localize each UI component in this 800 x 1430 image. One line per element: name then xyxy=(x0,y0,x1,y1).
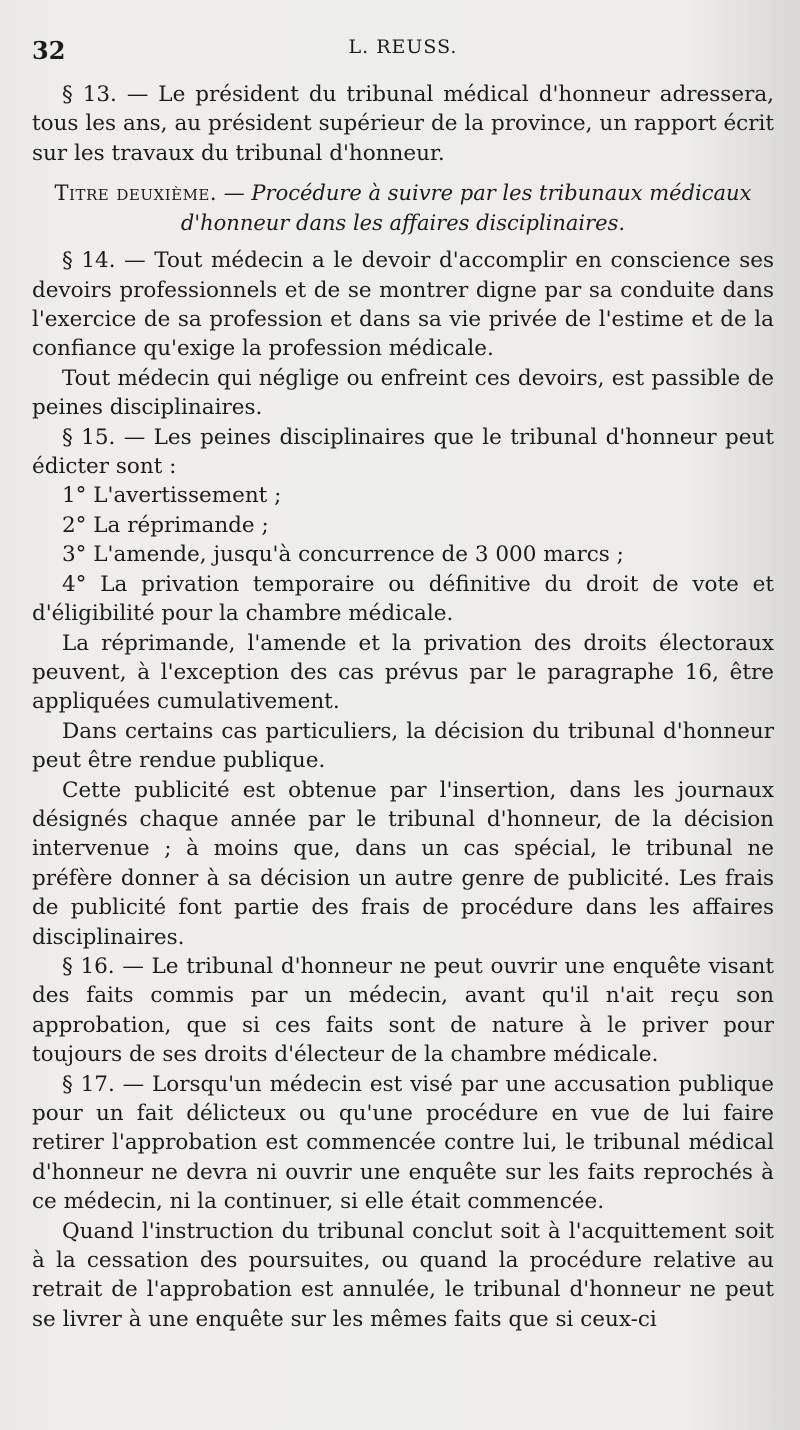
section-title-label: Titre deuxième. xyxy=(54,181,218,206)
paragraph-17: § 17. — Lorsqu'un médecin est visé par une accusation publique pour un fait délicteux ou qu'une procédure en vue de lui faire retirer l'approbation est commencée contre lui, le tribunal médical d'honneur ne devra ni ouvrir une enquête sur les faits reprochés à ce médecin, ni la continuer, si elle était commencée. xyxy=(32,1071,774,1215)
section-title-dash: — xyxy=(217,181,252,206)
running-head: L. REUSS. xyxy=(348,36,458,58)
paragraph-14: § 14. — Tout médecin a le devoir d'accomplir en conscience ses devoirs professionnels et de se montrer digne par sa conduite dans l'exercice de sa profession et dans sa vie privée de l'estime et de la confiance qu'exige la profession médicale. xyxy=(32,248,774,362)
paragraph-15: § 15. — Les peines disciplinaires que le tribunal d'honneur peut édicter sont : xyxy=(32,424,774,480)
paragraph-15-c: Dans certains cas particuliers, la décision du tribunal d'honneur peut être rendue publique. xyxy=(32,718,774,774)
list-item: 4° La privation temporaire ou définitive du droit de vote et d'éligibilité pour la chambre médicale. xyxy=(32,571,774,627)
paragraph-17-b: Quand l'instruction du tribunal conclut soit à l'acquittement soit à la cessation des poursuites, ou quand la procédure relative au retrait de l'approbation est annulée, le tribunal d'honneur ne peut se livrer à une enquête sur les mêmes faits que si ceux-ci xyxy=(32,1218,774,1332)
list-item: 2° La réprimande ; xyxy=(62,512,269,538)
paragraph-13: § 13. — Le président du tribunal médical d'honneur adressera, tous les ans, au président supérieur de la province, un rapport écrit sur les travaux du tribunal d'honneur. xyxy=(32,82,774,166)
section-title-text: Procédure à suivre par les tribunaux médicaux d'honneur dans les affaires disciplinaires. xyxy=(180,181,752,236)
paragraph-15-d: Cette publicité est obtenue par l'insertion, dans les journaux désignés chaque année par le tribunal d'honneur, de la décision intervenue ; à moins que, dans un cas spécial, le tribunal ne préfère donner à sa décision un autre genre de publicité. Les frais de publicité font partie des frais de procédure dans les affaires disciplinaires. xyxy=(32,777,774,950)
section-title xyxy=(32,178,774,238)
list-item: 1° L'avertissement ; xyxy=(62,483,282,509)
paragraph-16: § 16. — Le tribunal d'honneur ne peut ouvrir une enquête visant des faits commis par un médecin, avant qu'il n'ait reçu son approbation, que si ces faits sont de nature à le priver pour toujours de ses droits d'électeur de la chambre médicale. xyxy=(32,953,774,1068)
page-header: 32 L. REUSS. xyxy=(32,36,774,80)
page-body xyxy=(32,80,774,1334)
paragraph-14-b: Tout médecin qui néglige ou enfreint ces devoirs, est passible de peines disciplinaires. xyxy=(32,365,774,421)
list-item: 3° L'amende, jusqu'à concurrence de 3 000 marcs ; xyxy=(62,542,624,568)
paragraph-15-b: La réprimande, l'amende et la privation des droits électoraux peuvent, à l'exception des cas prévus par le paragraphe 16, être appliquées cumulativement. xyxy=(32,630,774,715)
